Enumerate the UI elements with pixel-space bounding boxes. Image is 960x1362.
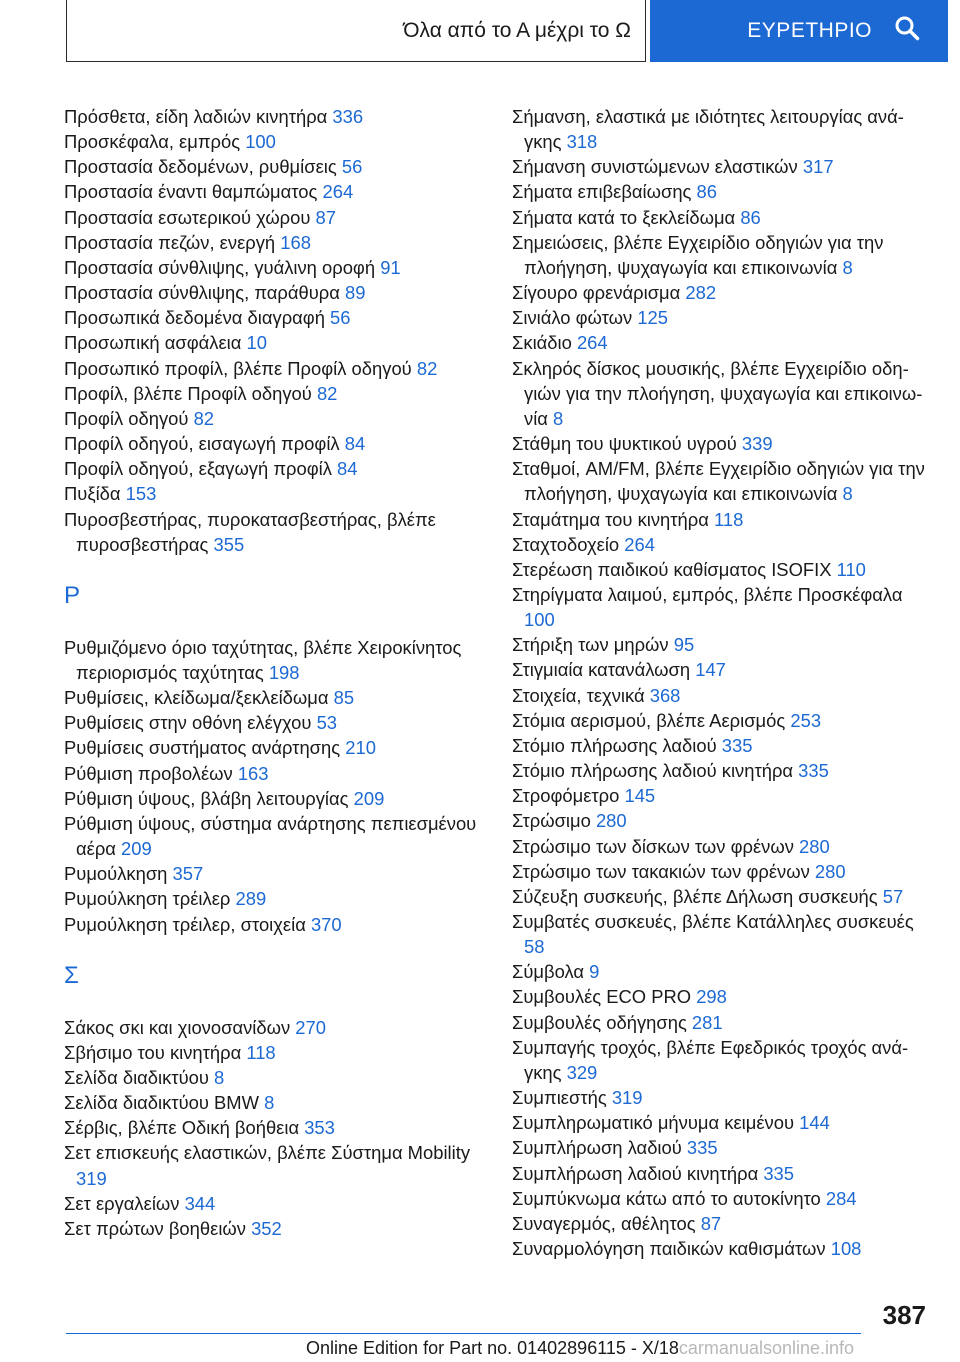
page-reference-link[interactable]: 281 xyxy=(691,1011,723,1033)
index-entry xyxy=(512,305,932,330)
index-entry xyxy=(512,758,932,783)
index-entry xyxy=(64,1115,494,1140)
page-reference-link[interactable]: 82 xyxy=(316,382,338,404)
index-entry-text: Σήματα κατά το ξεκλείδωμα xyxy=(512,206,741,228)
section-letter: Σ xyxy=(64,961,79,989)
page-reference-link[interactable]: 264 xyxy=(624,533,655,555)
index-entry-text: Σκιάδιο xyxy=(512,332,577,354)
index-entry xyxy=(512,632,932,657)
index-entry-text: Συμπληρωματικό μήνυμα κειμένου xyxy=(512,1112,800,1134)
page-reference-link[interactable]: 57 xyxy=(882,885,904,907)
index-entry xyxy=(512,330,932,355)
index-entry-text: Ρυθμίσεις συστήματος ανάρτησης xyxy=(64,737,346,759)
index-entry xyxy=(64,330,494,355)
index-entry-text: Ρύθμιση ύψους, βλάβη λειτουργίας xyxy=(64,787,354,809)
index-entry-text: Ρυμούλκηση xyxy=(64,863,173,885)
page-reference-link[interactable]: 253 xyxy=(790,709,822,731)
index-entry-text: Στιγμιαία κατανάλωση xyxy=(512,659,696,681)
index-entry xyxy=(512,1135,932,1160)
index-entry xyxy=(64,431,494,456)
index-entry-text: Συμπιεστής xyxy=(512,1087,612,1109)
index-entry-text: Στρώσιμο των τακακιών των φρένων xyxy=(512,860,815,882)
index-entry-text: Πυξίδα xyxy=(64,483,126,505)
tab-index[interactable] xyxy=(650,0,948,62)
page-reference-link[interactable]: 280 xyxy=(799,835,830,857)
index-entry xyxy=(64,381,494,406)
index-entry-text: Συναρμολόγηση παιδικών καθισμάτων xyxy=(512,1238,831,1260)
index-entry xyxy=(64,710,494,735)
index-entry-text: Προσκέφαλα, εμπρός xyxy=(64,131,246,153)
index-column-right xyxy=(512,104,932,1261)
index-entry-text: Συμβουλές ECO PRO xyxy=(512,986,697,1008)
index-entry-text: Συμπλήρωση λαδιού xyxy=(512,1137,687,1159)
index-entry xyxy=(64,1065,494,1090)
index-entry-text: Σταχτοδοχείο xyxy=(512,533,625,555)
index-entry xyxy=(512,1110,932,1135)
index-entry xyxy=(512,733,932,758)
index-entry xyxy=(64,230,494,255)
index-entry xyxy=(512,984,932,1009)
index-entry-text: Προστασία σύνθλιψης, γυάλινη οροφή xyxy=(64,256,381,278)
index-entry xyxy=(512,1211,932,1236)
index-entry xyxy=(64,255,494,280)
index-entry-text: Ρυμούλκηση τρέιλερ, στοιχεία xyxy=(64,913,311,935)
index-entry xyxy=(64,104,494,129)
index-entry xyxy=(64,179,494,204)
page-reference-link[interactable]: 87 xyxy=(315,206,337,228)
index-entry xyxy=(512,683,932,708)
index-entry xyxy=(512,557,932,582)
index-entry xyxy=(64,129,494,154)
page-reference-link[interactable]: 82 xyxy=(193,407,215,429)
index-entry xyxy=(512,205,932,230)
page-reference-link[interactable]: 319 xyxy=(611,1087,643,1109)
index-entry-text: Συμβουλές οδήγησης xyxy=(512,1011,692,1033)
page-reference-link[interactable]: 118 xyxy=(713,508,744,530)
page-reference-link[interactable]: 10 xyxy=(246,332,267,354)
index-entry-text: Σύμβολα xyxy=(512,961,590,983)
index-entry-text: Στόμια αερισμού, βλέπε Αερισμός xyxy=(512,709,791,731)
index-entry xyxy=(64,154,494,179)
footer-divider xyxy=(66,1333,861,1334)
header xyxy=(0,0,960,66)
page-reference-link[interactable]: 284 xyxy=(825,1187,857,1209)
index-entry-text: Συναγερμός, αθέλητος xyxy=(512,1212,701,1234)
index-entry xyxy=(64,735,494,760)
tab-a-to-z-label: Όλα από το Α μέχρι το Ω xyxy=(403,18,631,42)
index-entry-text: Προστασία πεζών, ενεργή xyxy=(64,231,281,253)
search-icon[interactable] xyxy=(894,15,920,47)
page-reference-link[interactable]: 84 xyxy=(337,458,358,480)
index-entry xyxy=(512,808,932,833)
index-entry xyxy=(64,761,494,786)
index-entry xyxy=(512,884,932,909)
index-entry-text: Σίγουρο φρενάρισμα xyxy=(512,282,686,304)
index-entry xyxy=(512,230,932,280)
index-entry-text: Σταθμοί, AM/FM, βλέπε Εγχειρίδιο οδηγιών για την πλοήγηση, ψυχαγωγία και επικοινωνία xyxy=(512,458,925,505)
index-entry-text: Πυροσβεστήρας, πυροκατασβεστήρας, βλέπε πυροσβεστήρας xyxy=(64,508,436,555)
index-entry-text: Ρυθμίσεις, κλείδωμα/ξεκλείδωμα xyxy=(64,687,334,709)
index-entry-text: Προστασία σύνθλιψης, παράθυρα xyxy=(64,282,345,304)
index-entry-text: Προστασία δεδομένων, ρυθμίσεις xyxy=(64,156,342,178)
index-entry-text: Συμπαγής τροχός, βλέπε Εφεδρικός τροχός ανάγκης xyxy=(512,1036,909,1083)
index-entry-text: Συμπλήρωση λαδιού κινητήρα xyxy=(512,1162,764,1184)
page-reference-link[interactable]: 344 xyxy=(184,1192,216,1214)
index-entry xyxy=(64,1015,494,1040)
index-entry-text: Ρυθμιζόμενο όριο ταχύτητας, βλέπε Χειροκίνητος περιορισμός ταχύτητας xyxy=(64,636,462,683)
index-entry-text: Προφίλ οδηγού xyxy=(64,407,194,429)
index-entry xyxy=(64,456,494,481)
index-entry-text: Σετ πρώτων βοηθειών xyxy=(64,1217,252,1239)
index-entry-text: Ρυθμίσεις στην οθόνη ελέγχου xyxy=(64,712,317,734)
index-entry-text: Προστασία έναντι θαμπώματος xyxy=(64,181,323,203)
page-reference-link[interactable]: 335 xyxy=(686,1137,718,1159)
index-entry-text: Στροφόμετρο xyxy=(512,785,625,807)
page-reference-link[interactable]: 318 xyxy=(566,131,598,153)
index-entry xyxy=(64,205,494,230)
page-reference-link[interactable]: 329 xyxy=(566,1061,598,1083)
index-entry-text: Σημειώσεις, βλέπε Εγχειρίδιο οδηγιών για την πλοήγηση, ψυχαγωγία και επικοινωνία xyxy=(512,231,884,278)
page-reference-link[interactable]: 8 xyxy=(264,1092,275,1114)
index-entry xyxy=(512,1010,932,1035)
index-entry-text: Σύζευξη συσκευής, βλέπε Δήλωση συσκευής xyxy=(512,885,883,907)
index-entry xyxy=(512,708,932,733)
page-reference-link[interactable]: 153 xyxy=(125,483,157,505)
index-entry xyxy=(64,1216,494,1241)
page-reference-link[interactable]: 82 xyxy=(416,357,438,379)
index-entry-text: Ρύθμιση προβολέων xyxy=(64,762,238,784)
index-entry-text: Προσωπικό προφίλ, βλέπε Προφίλ οδηγού xyxy=(64,357,417,379)
page-reference-link[interactable]: 264 xyxy=(576,332,608,354)
index-entry-text: Στερέωση παιδικού καθίσματος ISOFIX xyxy=(512,558,837,580)
index-entry xyxy=(64,1140,494,1190)
index-entry xyxy=(64,1090,494,1115)
page-reference-link[interactable]: 87 xyxy=(700,1212,722,1234)
index-entry xyxy=(64,1191,494,1216)
page-reference-link[interactable]: 58 xyxy=(524,936,545,958)
index-entry-text: Σήμανση συνιστώμενων ελαστικών xyxy=(512,156,803,178)
page-reference-link[interactable]: 209 xyxy=(121,838,152,860)
index-entry xyxy=(512,179,932,204)
index-entry-text: Πρόσθετα, είδη λαδιών κινητήρα xyxy=(64,106,333,127)
page-reference-link[interactable]: 91 xyxy=(380,256,401,278)
index-entry xyxy=(512,431,932,456)
index-entry-text: Συμβατές συσκευές, βλέπε Κατάλληλες συσκευές xyxy=(512,911,914,932)
index-entry-text: Προφίλ οδηγού, εξαγωγή προφίλ xyxy=(64,458,338,480)
index-entry xyxy=(512,456,932,506)
page-reference-link[interactable]: 89 xyxy=(344,282,366,304)
index-entry-text: Ρυμούλκηση τρέιλερ xyxy=(64,888,236,910)
index-entry xyxy=(512,959,932,984)
index-entry xyxy=(512,834,932,859)
page-reference-link[interactable]: 370 xyxy=(310,913,342,935)
page-reference-link[interactable]: 280 xyxy=(814,860,846,882)
page-reference-link[interactable]: 8 xyxy=(842,483,853,505)
index-entry-text: Στοιχεία, τεχνικά xyxy=(512,684,650,706)
index-entry-text: Προστασία εσωτερικού χώρου xyxy=(64,206,316,228)
page-reference-link[interactable]: 118 xyxy=(246,1041,276,1063)
index-entry-text: Σάκος σκι και χιονοσανίδων xyxy=(64,1016,296,1038)
index-entry xyxy=(512,154,932,179)
page-reference-link[interactable]: 100 xyxy=(524,609,555,631)
index-entry-text: Σελίδα διαδικτύου BMW xyxy=(64,1092,265,1114)
page-reference-link[interactable]: 282 xyxy=(685,282,717,304)
page-reference-link[interactable]: 163 xyxy=(237,762,269,784)
page-reference-link[interactable]: 270 xyxy=(295,1016,326,1038)
page-reference-link[interactable]: 209 xyxy=(353,787,385,809)
page-reference-link[interactable]: 210 xyxy=(345,737,376,759)
index-entry xyxy=(64,406,494,431)
index-entry-text: Προσωπικά δεδομένα διαγραφή xyxy=(64,307,331,329)
page-reference-link[interactable]: 56 xyxy=(330,307,351,329)
page-reference-link[interactable]: 352 xyxy=(251,1217,282,1239)
page-reference-link[interactable]: 368 xyxy=(649,684,681,706)
index-entry-text: Προφίλ οδηγού, εισαγωγή προφίλ xyxy=(64,433,345,455)
page-reference-link[interactable]: 125 xyxy=(637,307,669,329)
tab-index-label: ΕΥΡΕΤΗΡΙΟ xyxy=(747,19,872,42)
index-entry xyxy=(64,786,494,811)
index-entry-text: Στάθμη του ψυκτικού υγρού xyxy=(512,433,742,455)
index-entry xyxy=(64,1040,494,1065)
index-entry-text: Σκληρός δίσκος μουσικής, βλέπε Εγχειρίδιο οδηγιών για την πλοήγηση, ψυχαγωγία και επικοινωνία xyxy=(512,357,923,429)
page-reference-link[interactable]: 9 xyxy=(589,961,600,983)
index-entry xyxy=(64,811,494,861)
index-entry xyxy=(512,1236,932,1261)
section-letter: Ρ xyxy=(64,581,81,609)
index-entry-text: Συμπύκνωμα κάτω από το αυτοκίνητο xyxy=(512,1187,826,1209)
page-reference-link[interactable]: 298 xyxy=(696,986,727,1008)
index-entry xyxy=(512,356,932,431)
page-reference-link[interactable]: 319 xyxy=(76,1167,107,1189)
index-entry xyxy=(512,1035,932,1085)
page-reference-link[interactable]: 357 xyxy=(172,863,204,885)
index-entry-text: Σήμανση, ελαστικά με ιδιότητες λειτουργίας ανάγκης xyxy=(512,106,904,153)
index-entry xyxy=(64,356,494,381)
footer xyxy=(306,1338,854,1359)
page-reference-link[interactable]: 85 xyxy=(333,687,355,709)
index-entry xyxy=(64,861,494,886)
index-entry xyxy=(512,909,932,959)
page-reference-link[interactable]: 84 xyxy=(344,433,366,455)
page-reference-link[interactable]: 198 xyxy=(268,661,300,683)
index-entry-text: Σινιάλο φώτων xyxy=(512,307,638,329)
page-number: 387 xyxy=(882,1300,926,1330)
page-reference-link[interactable]: 86 xyxy=(740,206,761,228)
page-reference-link[interactable]: 339 xyxy=(741,433,773,455)
index-entry-text: Στόμιο πλήρωσης λαδιού xyxy=(512,734,722,756)
index-entry xyxy=(512,1085,932,1110)
page-reference-link[interactable]: 335 xyxy=(798,760,829,782)
index-entry-text: Προφίλ, βλέπε Προφίλ οδηγού xyxy=(64,382,317,404)
page-reference-link[interactable]: 355 xyxy=(213,533,245,555)
index-entry-text: Στρώσιμο των δίσκων των φρένων xyxy=(512,835,800,857)
index-entry-text: Σέρβις, βλέπε Οδική βοήθεια xyxy=(64,1117,305,1139)
page-reference-link[interactable]: 95 xyxy=(673,634,695,656)
page-reference-link[interactable]: 335 xyxy=(763,1162,794,1184)
page-reference-link[interactable]: 108 xyxy=(830,1238,862,1260)
index-entry-text: Στρώσιμο xyxy=(512,810,596,832)
index-entry-text: Σήματα επιβεβαίωσης xyxy=(512,181,697,203)
index-entry xyxy=(64,635,494,685)
index-entry-text: Σβήσιμο του κινητήρα xyxy=(64,1041,247,1063)
page-reference-link[interactable]: 53 xyxy=(316,712,338,734)
page-reference-link[interactable]: 264 xyxy=(322,181,354,203)
index-entry xyxy=(64,280,494,305)
index-entry xyxy=(64,305,494,330)
page-reference-link[interactable]: 168 xyxy=(280,231,311,253)
index-entry-text: Σελίδα διαδικτύου xyxy=(64,1067,215,1088)
index-entry xyxy=(512,280,932,305)
index-entry-text: Στηρίγματα λαιμού, εμπρός, βλέπε Προσκέφαλα xyxy=(512,583,903,605)
page-reference-link[interactable]: 110 xyxy=(836,558,866,580)
page-reference-link[interactable]: 8 xyxy=(842,256,853,278)
page-reference-link[interactable]: 353 xyxy=(304,1117,335,1139)
index-entry xyxy=(64,481,494,506)
index-entry xyxy=(512,582,932,632)
footer-edition-text: Online Edition for Part no. 01402896115 - X/18 xyxy=(306,1338,679,1358)
index-entry xyxy=(64,886,494,911)
index-entry-text: Σετ επισκευής ελαστικών, βλέπε Σύστημα Mobility xyxy=(64,1142,471,1164)
index-entry-text: Στόμιο πλήρωσης λαδιού κινητήρα xyxy=(512,760,799,782)
page-reference-link[interactable]: 145 xyxy=(624,785,656,807)
index-entry xyxy=(512,1186,932,1211)
page-reference-link[interactable]: 100 xyxy=(245,131,276,153)
page-reference-link[interactable]: 147 xyxy=(695,659,726,681)
index-entry-text: Σταμάτημα του κινητήρα xyxy=(512,508,714,530)
page-reference-link[interactable]: 86 xyxy=(696,181,717,203)
page-reference-link[interactable]: 336 xyxy=(332,106,364,127)
index-column-left xyxy=(64,104,494,1241)
index-entry xyxy=(512,783,932,808)
page-reference-link[interactable]: 317 xyxy=(802,156,834,178)
index-entry xyxy=(512,657,932,682)
index-entry-text: Στήριξη των μηρών xyxy=(512,634,674,656)
page-reference-link[interactable]: 8 xyxy=(553,407,564,429)
index-entry xyxy=(64,507,494,557)
index-entry xyxy=(512,532,932,557)
page-reference-link[interactable]: 8 xyxy=(214,1067,225,1088)
index-entry xyxy=(512,1161,932,1186)
tab-a-to-z[interactable] xyxy=(66,0,646,62)
page-reference-link[interactable]: 289 xyxy=(235,888,267,910)
page-reference-link[interactable]: 335 xyxy=(721,734,753,756)
page-reference-link[interactable]: 144 xyxy=(799,1112,830,1134)
footer-watermark: carmanualsonline.info xyxy=(678,1338,855,1358)
index-entry xyxy=(512,507,932,532)
page-reference-link[interactable]: 280 xyxy=(595,810,627,832)
index-entry-text: Σετ εργαλείων xyxy=(64,1192,185,1214)
index-entry-text: Ρύθμιση ύψους, σύστημα ανάρτησης πεπιεσμένου αέρα xyxy=(64,812,477,860)
index-entry xyxy=(512,859,932,884)
index-entry xyxy=(64,685,494,710)
index-entry-text: Προσωπική ασφάλεια xyxy=(64,332,247,354)
index-entry xyxy=(64,912,494,937)
index-entry xyxy=(512,104,932,154)
page-reference-link[interactable]: 56 xyxy=(341,156,363,178)
